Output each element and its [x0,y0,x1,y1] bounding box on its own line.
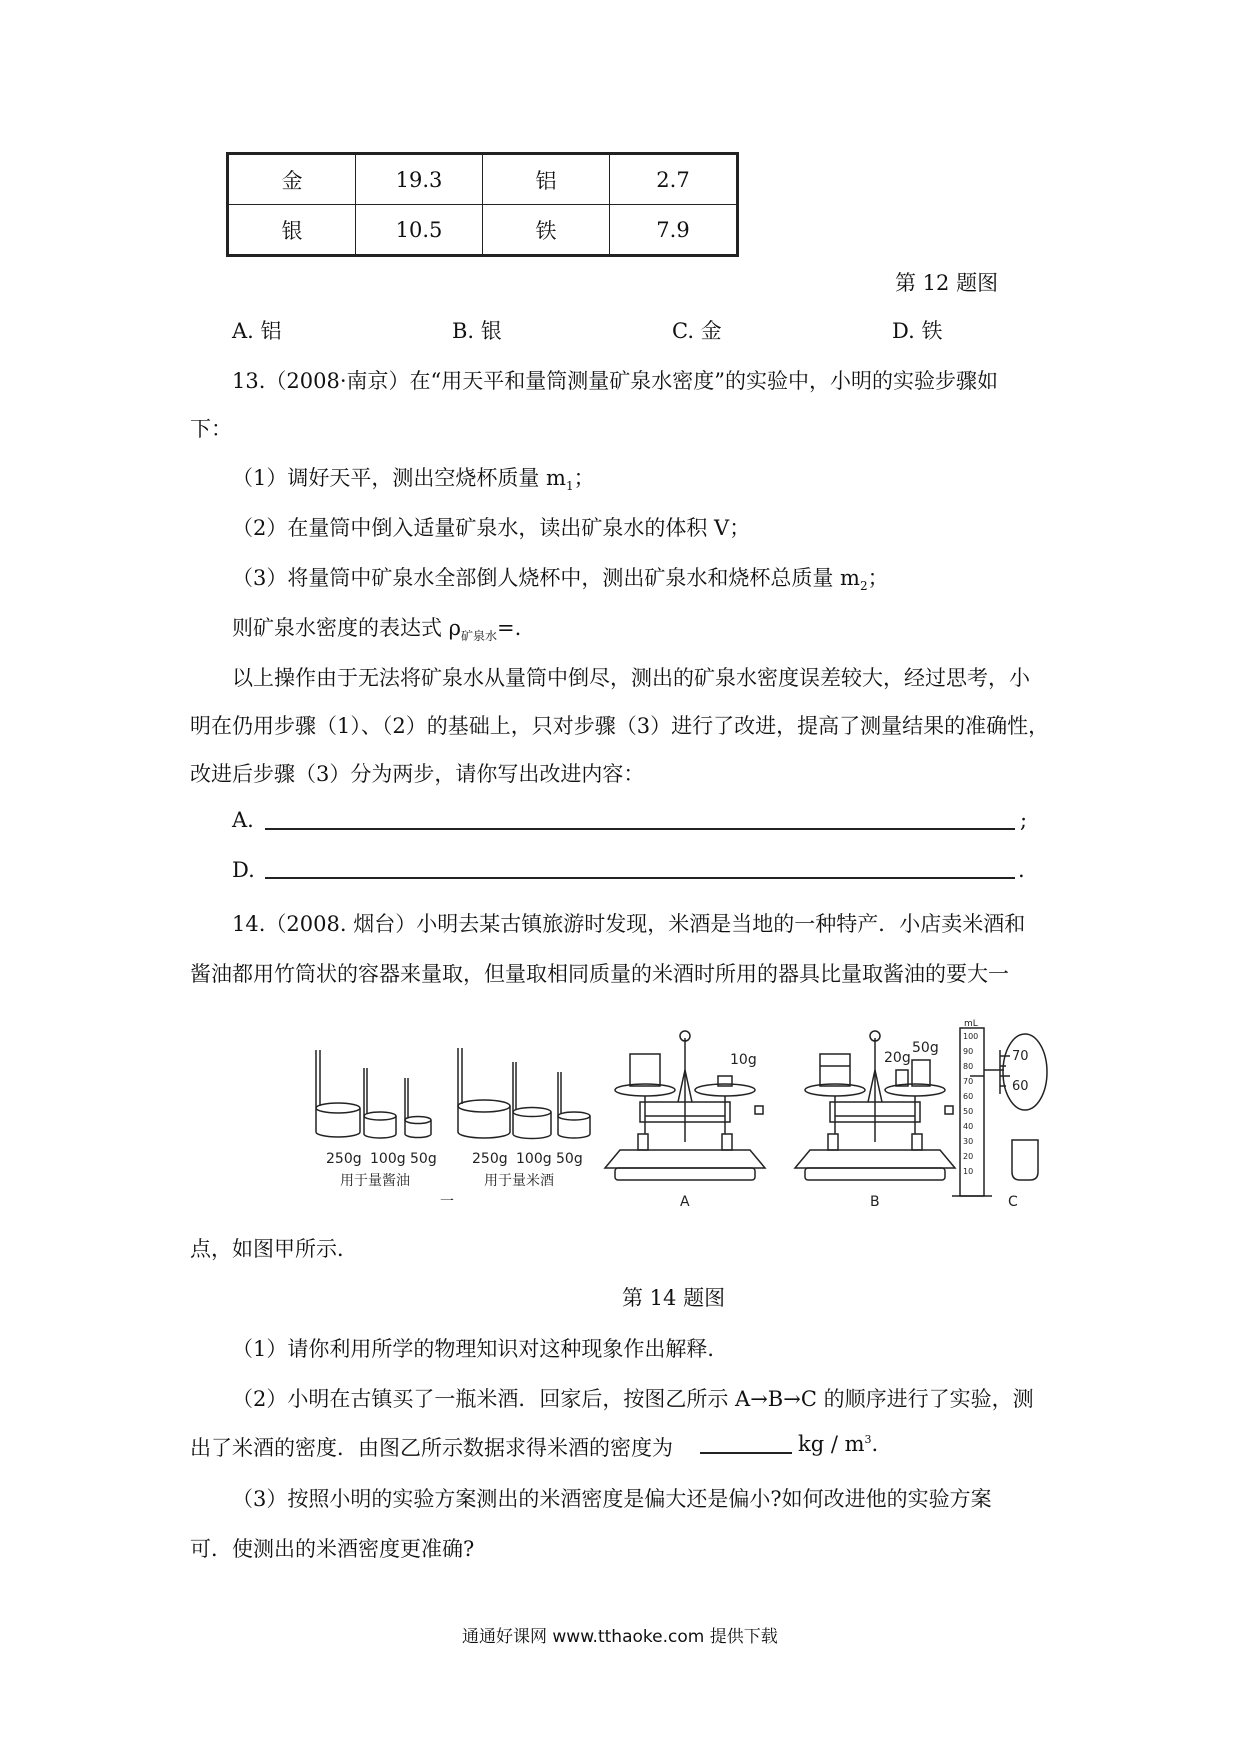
cylinder-tick-labels [963,1032,978,1176]
label-b: B [870,1194,880,1210]
cylinder-tick-label: 90 [963,1047,974,1056]
soy-measure-50g [405,1078,431,1138]
q13-blank-a-line [265,828,1015,830]
q14-intro-line1: 14.（2008. 烟台）小明去某古镇旅游时发现，米酒是当地的一种特产．小店卖米酒和 [232,912,1026,936]
cylinder-tick-label: 20 [963,1152,974,1161]
q14-unit-text: kg / m [798,1432,865,1456]
cylinder-tick-label: 40 [963,1122,974,1131]
q14-part3-line2: 可．使测出的米酒密度更准确? [190,1537,475,1561]
zoom-tick-60: 60 [1012,1079,1029,1094]
q13-step1-sub: 1 [565,479,574,494]
cylinder-tick-label: 10 [963,1167,974,1176]
q13-step1 [232,462,595,493]
table-cell: 铁 [483,205,610,256]
q13-step3-text: （3）将量筒中矿泉水全部倒人烧杯中，测出矿泉水和烧杯总质量 m [232,566,860,590]
q14-figure [300,1010,1080,1210]
soy-label-50g: 50g [410,1151,437,1167]
q14-unit-end: . [871,1432,879,1456]
q13-expr-end: =. [497,616,522,640]
q13-blank-d-label: D. [232,858,255,882]
cylinder-tick-label: 60 [963,1092,974,1101]
weight-50g-label: 50g [912,1040,939,1056]
table-cell: 金 [228,154,356,205]
q13-intro-line1: 13.（2008·南京）在“用天平和量筒测量矿泉水密度”的实验中，小明的实验步骤如 [232,369,998,393]
q12-option-b: B. 银 [452,319,502,343]
q13-step1-end: ； [573,466,595,490]
q13-intro-line2: 下： [190,417,232,441]
table-row [228,205,738,256]
q12-option-d: D. 铁 [892,319,943,343]
q14-density-unit [798,1432,878,1456]
table-cell: 2.7 [610,154,738,205]
table-cell: 10.5 [356,205,483,256]
q13-expr-sub: 矿泉水 [461,629,498,644]
cylinder-tick-label: 30 [963,1137,974,1146]
table-row [228,154,738,205]
wine-label-50g: 50g [556,1151,583,1167]
soy-measure-100g [364,1068,396,1138]
q14-intro-line2: 酱油都用竹筒状的容器来量取，但量取相同质量的米酒时所用的器具比量取酱油的要大一 [190,962,1009,986]
soy-caption: 用于量酱油 [340,1173,410,1189]
weight-10g-label: 10g [730,1052,757,1068]
table-cell: 铝 [483,154,610,205]
cylinder-tick-label: 70 [963,1077,974,1086]
q13-blank-a-end: ; [1020,808,1028,832]
cylinder-tick-label: 80 [963,1062,974,1071]
wine-measure-250g [458,1048,510,1138]
label-c: C [1008,1194,1018,1210]
q13-blank-d-line [265,877,1015,879]
q13-para-line3: 改进后步骤（3）分为两步，请你写出改进内容： [190,762,645,786]
q12-option-c: C. 金 [672,319,722,343]
q13-para-line2: 明在仍用步骤（1）、（2）的基础上，只对步骤（3）进行了改进，提高了测量结果的准确性， [190,714,1050,738]
cylinder-tick-label: 100 [963,1032,979,1041]
q14-after-figure: 点，如图甲所示． [190,1237,358,1261]
zoom-tick-70: 70 [1012,1049,1029,1064]
wine-measure-50g [558,1072,590,1138]
q13-para-line1: 以上操作由于无法将矿泉水从量筒中倒尽，测出的矿泉水密度误差较大，经过思考，小 [232,666,1030,690]
wine-label-100g: 100g [516,1151,552,1167]
weight-20g-label: 20g [884,1050,911,1066]
q13-step3-end: ； [867,566,889,590]
page-footer: 通通好课网 www.tthaoke.com 提供下载 [462,1627,778,1647]
q14-part3-line1: （3）按照小明的实验方案测出的米酒密度是偏大还是偏小?如何改进他的实验方案 [232,1487,992,1511]
q12-option-a: A. 铝 [232,319,282,343]
q13-expression [232,612,521,644]
table-cell: 7.9 [610,205,738,256]
table-cell: 19.3 [356,154,483,205]
soy-label-100g: 100g [370,1151,406,1167]
cylinder-tick-label: 50 [963,1107,974,1116]
cylinder-unit: mL [964,1019,978,1029]
q14-figure-caption: 第 14 题图 [622,1286,726,1310]
q13-step3 [232,562,889,593]
q14-part1: （1）请你利用所学的物理知识对这种现象作出解释． [232,1337,729,1361]
wine-measure-100g [513,1062,551,1139]
q14-density-blank[interactable] [700,1452,792,1454]
q12-figure-caption: 第 12 题图 [895,271,999,295]
figure-dash: 一 [440,1194,454,1210]
q13-expr-text: 则矿泉水密度的表达式 ρ [232,616,462,640]
q14-part2-line1: （2）小明在古镇买了一瓶米酒．回家后，按图乙所示 A→B→C 的顺序进行了实验，测 [232,1387,1034,1411]
density-table [226,152,739,257]
q13-blank-a-label: A. [232,808,254,832]
table-cell: 银 [228,205,356,256]
soy-measure-250g [316,1050,360,1137]
q13-step2: （2）在量筒中倒入适量矿泉水，读出矿泉水的体积 V； [232,516,751,540]
q13-step3-sub: 2 [859,579,868,594]
q14-part2-line2: 出了米酒的密度．由图乙所示数据求得米酒的密度为 [190,1436,673,1460]
q14-unit-sup: 3 [864,1433,872,1446]
q13-step1-text: （1）调好天平，测出空烧杯质量 m [232,466,566,490]
wine-label-250g: 250g [472,1151,508,1167]
soy-label-250g: 250g [326,1151,362,1167]
wine-caption: 用于量米酒 [484,1173,554,1189]
label-a: A [680,1194,690,1210]
q13-blank-d-end: . [1018,858,1025,882]
